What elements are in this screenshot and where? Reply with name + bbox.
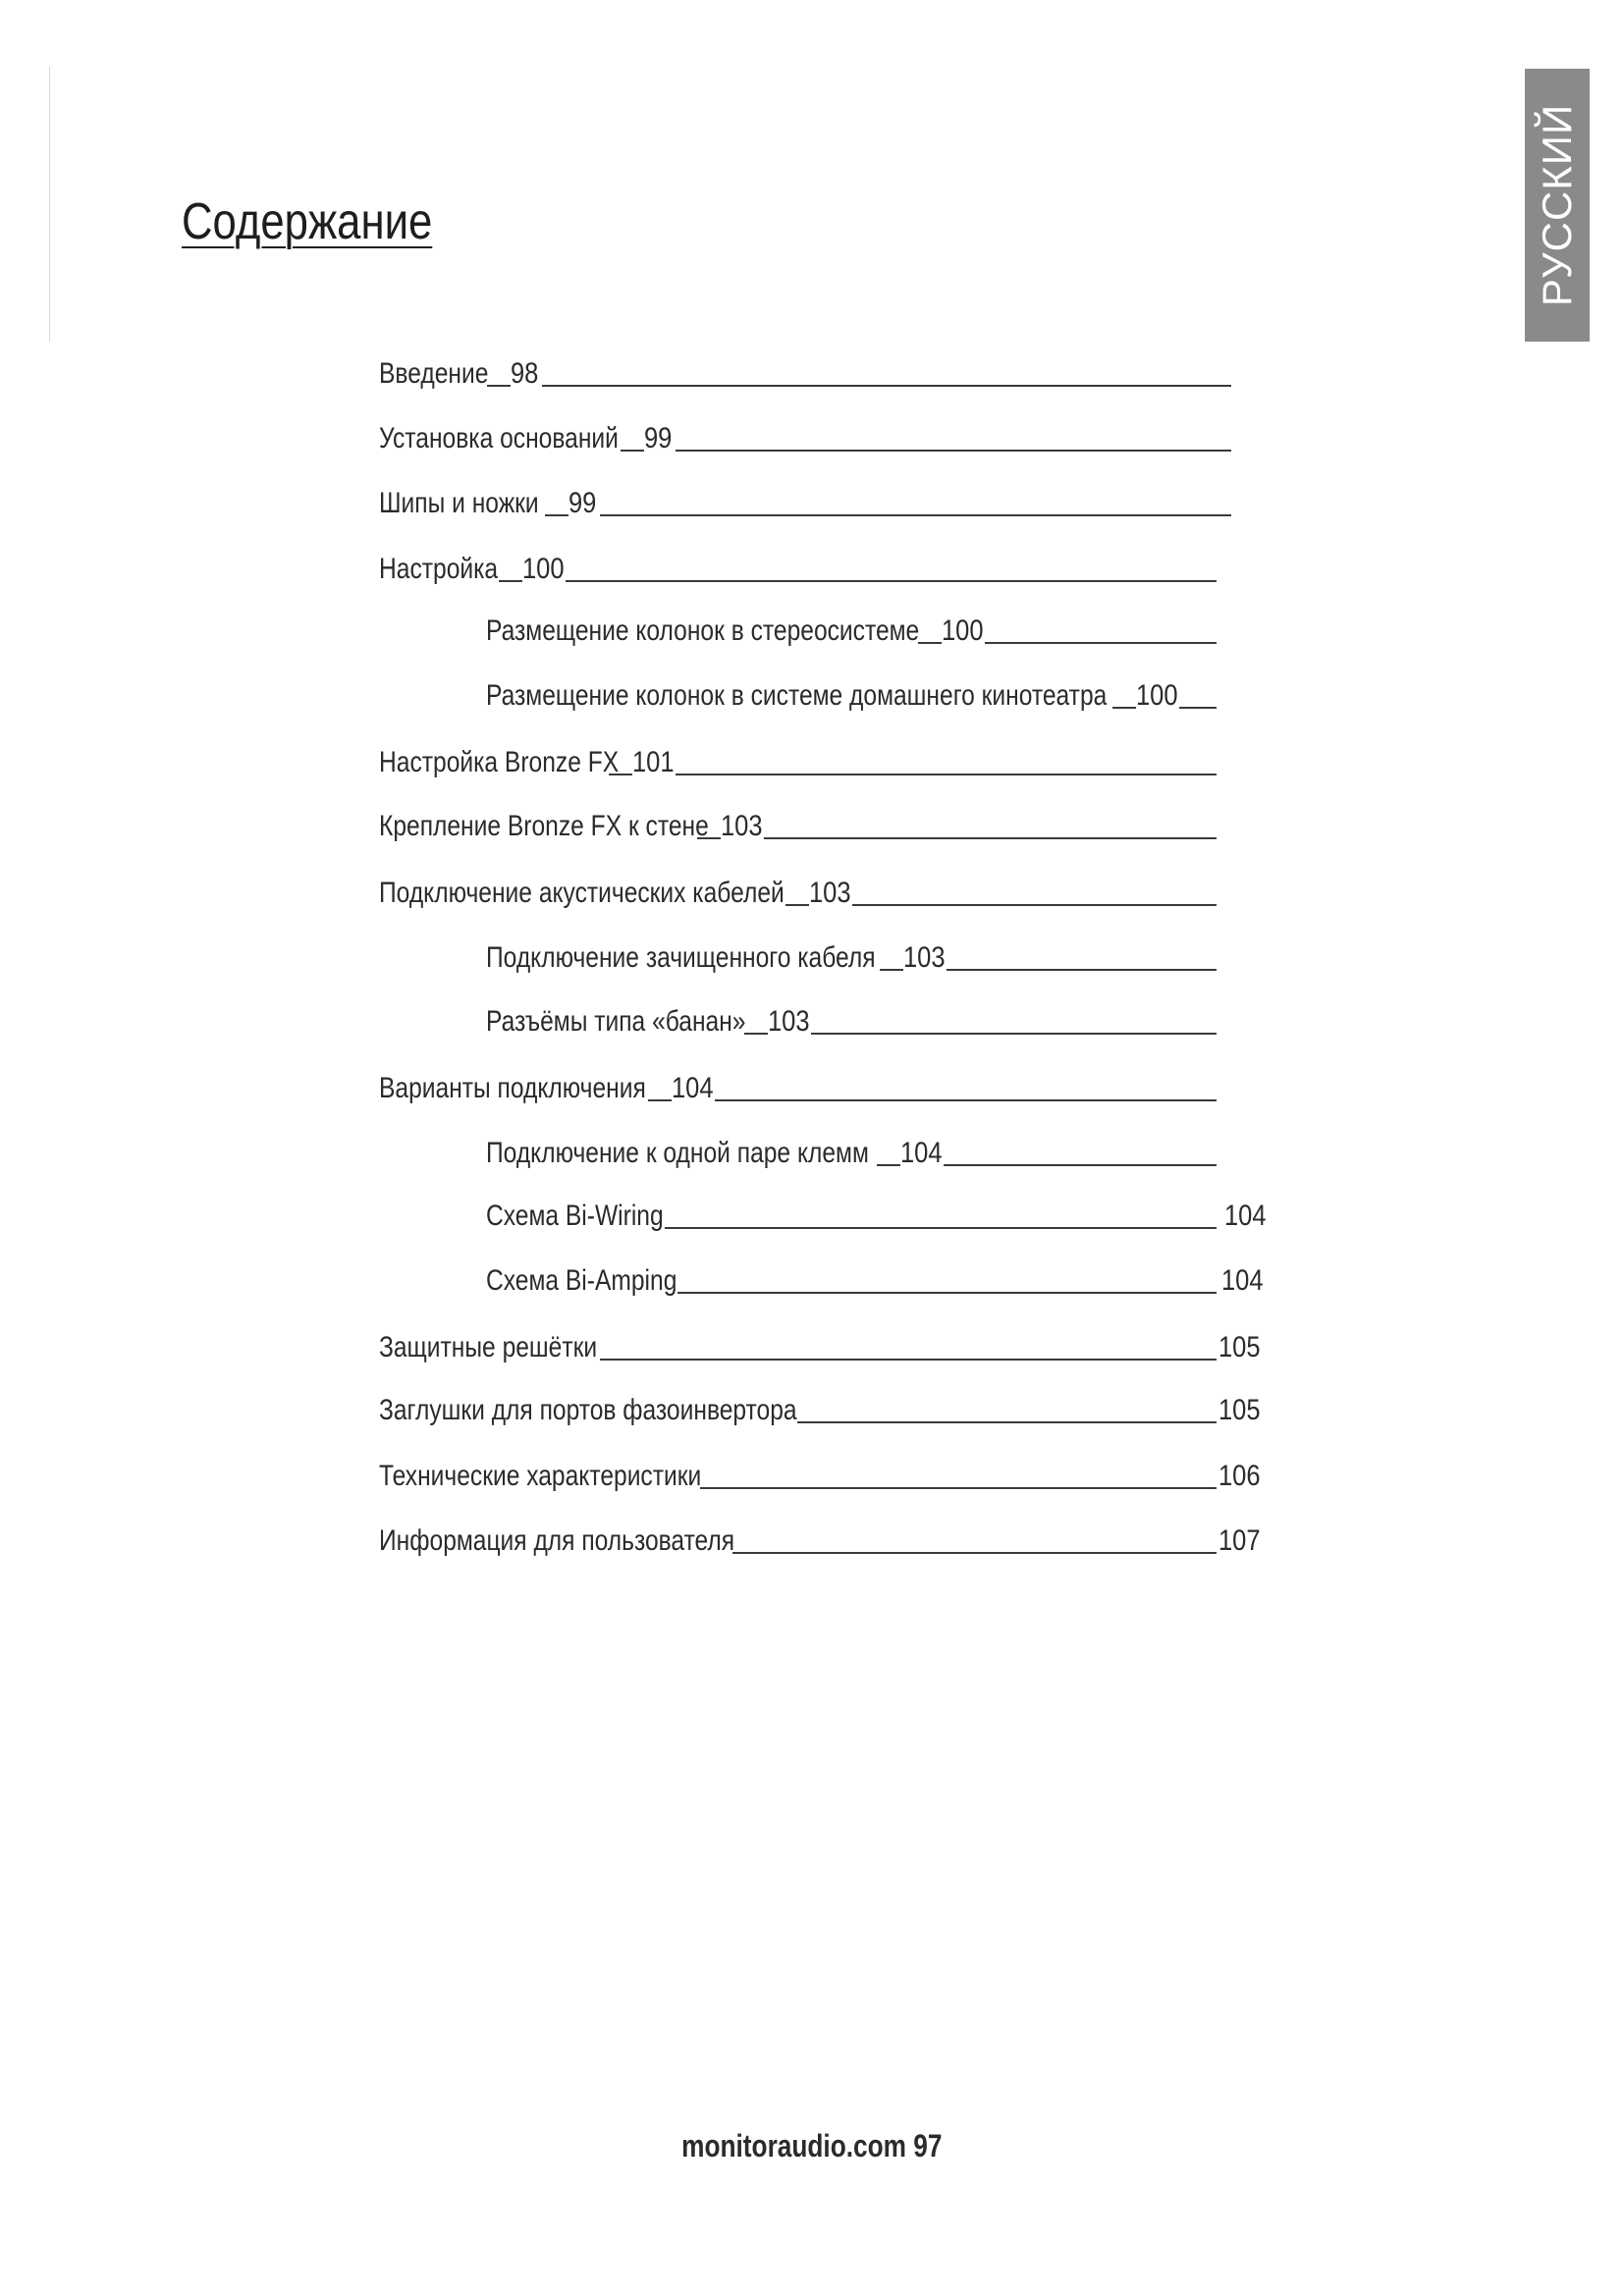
- toc-entry-bi-wiring[interactable]: [486, 1188, 702, 1231]
- toc-entry-label: Разъёмы типа «банан»: [486, 1005, 746, 1038]
- toc-entry-banana-plugs[interactable]: [486, 993, 803, 1037]
- toc-entry-label: Подключение зачищенного кабеля: [486, 941, 876, 974]
- toc-leader-line: [944, 1164, 1217, 1166]
- toc-entry-page: 103: [768, 1005, 810, 1038]
- toc-entry-introduction[interactable]: [379, 346, 513, 389]
- toc-entry-label: Размещение колонок в системе домашнего кинотеатра: [486, 679, 1108, 712]
- toc-leader-line: [600, 1359, 1217, 1361]
- toc-entry-label: Варианты подключения: [379, 1072, 646, 1104]
- toc-leader-line: [744, 1033, 768, 1035]
- toc-leader-line: [985, 642, 1217, 644]
- toc-leader-line: [697, 837, 721, 839]
- toc-leader-line: [621, 450, 644, 452]
- toc-leader-line: [487, 385, 511, 387]
- toc-leader-line: [811, 1033, 1217, 1035]
- toc-leader-line: [1179, 707, 1217, 709]
- toc-leader-line: [947, 969, 1217, 971]
- toc-entry-page: 107: [1218, 1524, 1261, 1557]
- footer-text: monitoraudio.com 97: [681, 2128, 943, 2163]
- toc-entry-bare-wire[interactable]: [486, 930, 961, 973]
- toc-entry-page: 98: [511, 357, 539, 390]
- toc-entry-page: 105: [1218, 1394, 1261, 1426]
- toc-entry-page: 103: [721, 810, 763, 842]
- toc-entry-label: Шипы и ножки: [379, 487, 539, 519]
- toc-entry-connection-options[interactable]: [379, 1060, 705, 1103]
- page-title: Содержание: [182, 193, 433, 250]
- toc-entry-page: 104: [672, 1072, 714, 1104]
- page-footer: [0, 2128, 1624, 2164]
- toc-entry-label: Настройка Bronze FX: [379, 746, 620, 778]
- toc-entry-page: 106: [1218, 1460, 1261, 1492]
- toc-leader-line: [877, 1164, 900, 1166]
- toc-entry-label: Размещение колонок в стереосистеме: [486, 614, 920, 647]
- toc-entry-page: 99: [568, 487, 597, 519]
- toc-entry-label: Защитные решётки: [379, 1331, 598, 1363]
- toc-entry-stereo-placement[interactable]: [486, 603, 1014, 646]
- toc-entry-label: Схема Bi-Wiring: [486, 1200, 664, 1232]
- toc-entry-label: Информация для пользователя: [379, 1524, 735, 1557]
- toc-entry-spikes-feet[interactable]: [379, 475, 573, 518]
- toc-leader-line: [1112, 707, 1136, 709]
- toc-entry-grilles[interactable]: [379, 1319, 645, 1362]
- toc-entry-page: 105: [1218, 1331, 1261, 1363]
- toc-entry-page: 100: [942, 614, 984, 647]
- toc-entry-page: 100: [1136, 679, 1178, 712]
- language-tab-label: РУССКИЙ: [1534, 103, 1580, 307]
- toc-leader-line: [676, 774, 1217, 775]
- toc-leader-line: [715, 1099, 1217, 1101]
- toc-entry-label: Подключение акустических кабелей: [379, 877, 785, 909]
- toc-entry-page: 103: [903, 941, 946, 974]
- toc-leader-line: [880, 969, 903, 971]
- toc-leader-line: [677, 1292, 1217, 1294]
- toc-entry-page: 103: [809, 877, 851, 909]
- toc-leader-line: [600, 514, 1231, 516]
- toc-entry-speaker-cables[interactable]: [379, 865, 873, 908]
- toc-leader-line: [648, 1099, 672, 1101]
- toc-leader-line: [665, 1227, 1217, 1229]
- toc-leader-line: [676, 450, 1231, 452]
- toc-entry-label: Введение: [379, 357, 489, 390]
- toc-leader-line: [785, 904, 809, 906]
- toc-entry-single-wire[interactable]: [486, 1125, 952, 1168]
- toc-entry-page: 100: [522, 553, 565, 585]
- toc-leader-line: [499, 580, 522, 582]
- toc-entry-port-bungs[interactable]: [379, 1382, 889, 1425]
- toc-entry-setup[interactable]: [379, 541, 524, 584]
- toc-leader-line: [566, 580, 1217, 582]
- toc-leader-line: [764, 837, 1217, 839]
- toc-leader-line: [542, 385, 1231, 387]
- toc-leader-line: [700, 1487, 1217, 1489]
- toc-leader-line: [797, 1421, 1217, 1423]
- toc-leader-line: [545, 514, 568, 516]
- toc-entry-page: 104: [1221, 1264, 1264, 1297]
- toc-leader-line: [852, 904, 1217, 906]
- toc-leader-line: [918, 642, 942, 644]
- toc-leader-line: [609, 774, 632, 775]
- toc-entry-specifications[interactable]: [379, 1448, 772, 1491]
- toc-entry-page: 101: [632, 746, 675, 778]
- toc-entry-home-theatre-placement[interactable]: [486, 667, 1243, 711]
- toc-entry-label: Схема Bi-Amping: [486, 1264, 677, 1297]
- toc-entry-page: 104: [1224, 1200, 1267, 1232]
- toc-entry-label: Установка оснований: [379, 422, 619, 454]
- toc-entry-label: Заглушки для портов фазоинвертора: [379, 1394, 797, 1426]
- toc-entry-user-information[interactable]: [379, 1513, 813, 1556]
- toc-entry-page: 104: [900, 1137, 943, 1169]
- toc-entry-label: Настройка: [379, 553, 499, 585]
- toc-leader-line: [732, 1552, 1217, 1554]
- toc-entry-page: 99: [644, 422, 673, 454]
- toc-entry-label: Крепление Bronze FX к стене: [379, 810, 709, 842]
- toc-entry-label: Технические характеристики: [379, 1460, 702, 1492]
- toc-entry-base-installation[interactable]: [379, 410, 671, 454]
- toc-entry-bi-amping[interactable]: [486, 1253, 719, 1296]
- toc-entry-label: Подключение к одной паре клемм: [486, 1137, 869, 1169]
- toc-entry-bronze-fx-setup[interactable]: [379, 734, 672, 777]
